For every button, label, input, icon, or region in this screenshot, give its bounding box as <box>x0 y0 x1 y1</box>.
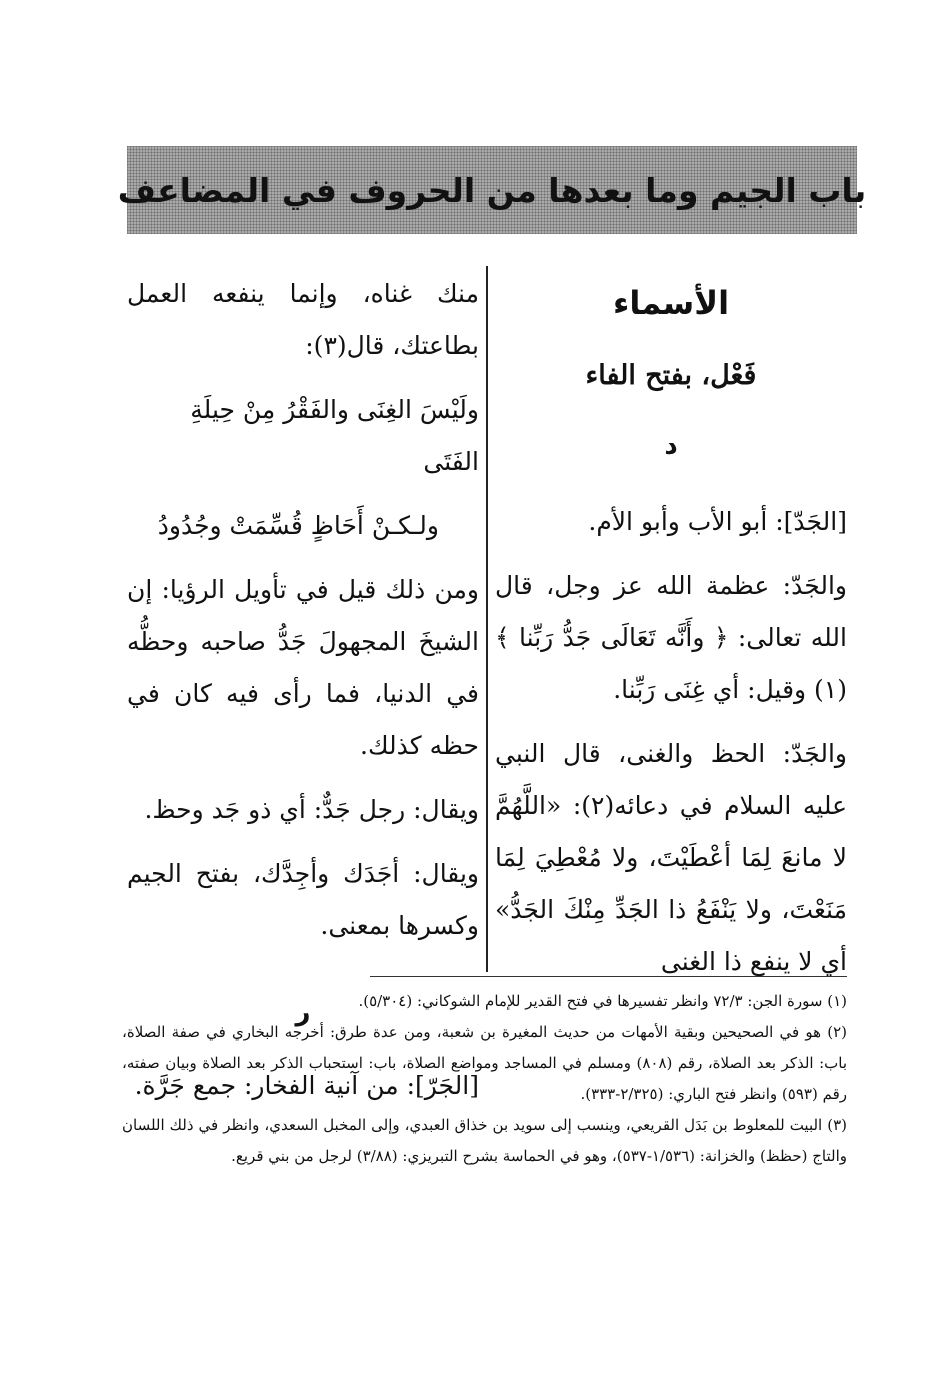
entry-paragraph: ويقال: أجَدَك وأجِدَّك، بفتح الجيم وكسرها بمعنى. <box>127 859 479 940</box>
entry-paragraph: والجَدّ: الحظ والغنى، قال النبي عليه السلام في دعائه(٢): «اللَّهُمَّ لا مانعَ لِمَا أعْطَيْتَ، ولا مُعْطِيَ لِمَا مَنَعْتَ، ولا يَنْفَعُ ذا الجَدِّ مِنْكَ الجَدُّ» أي لا ينفع ذا الغنى <box>495 739 848 976</box>
entry-paragraph: [الجَرّ]: من آنية الفخار: جمع جَرَّة. <box>134 1071 479 1100</box>
right-column <box>495 268 847 988</box>
footnote: (٣) البيت للمعلوط بن بَدَل القريعي، وينسب إلى سويد بن خذاق العبدي، وإلى المخبل السعدي، وانظر في ذلك اللسان والتاج (حظظ) والخزانة: (١/٥٣٦-٥٣٧)، وهو في الحماسة بشرح التبريزي: (٣/٨٨) لرجل من بني قريع. <box>122 1116 847 1165</box>
entry-paragraph: [الجَدّ]: أبو الأب وأبو الأم. <box>588 507 847 536</box>
entry-paragraph: ومن ذلك قيل في تأويل الرؤيا: إن الشيخَ المجهولَ جَدُّ صاحبه وحظُّه في الدنيا، فما رأى فيه كان في حظه كذلك. <box>127 575 479 760</box>
footnote-separator <box>370 976 847 977</box>
entry-paragraph: ويقال: رجل جَدٌّ: أي ذو جَد وحظ. <box>144 795 479 824</box>
entry-paragraph: والجَدّ: عظمة الله عز وجل، قال الله تعالى: ﴿ وأَنَّه تَعَالَى جَدُّ رَبِّنا ﴾(١) وقيل: أي غِنَى رَبِّنا. <box>495 571 847 704</box>
entry-paragraph: منك غناه، وإنما ينفعه العمل بطاعتك، قال(٣): <box>127 279 479 360</box>
footnote: (١) سورة الجن: ٧٢/٣ وانظر تفسيرها في فتح القدير للإمام الشوكاني: (٥/٣٠٤). <box>358 992 847 1010</box>
pattern-subtitle: فَعْل، بفتح الفاء <box>585 360 757 391</box>
letter-heading: ر <box>295 997 311 1027</box>
chapter-heading-banner <box>117 146 867 234</box>
section-title: الأسماء <box>612 284 730 322</box>
chapter-title: باب الجيم وما بعدها من الحروف في المضاعف <box>117 170 867 210</box>
footnotes <box>122 986 847 1172</box>
column-divider <box>486 266 488 972</box>
footnote: (٢) هو في الصحيحين وبقية الأمهات من حديث المغيرة بن شعبة، ومن عدة طرق: أخرجه البخاري في صفة الصلاة، باب: الذكر بعد الصلاة، رقم (٨٠٨) ومسلم في المساجد ومواضع الصلاة، باب: استحباب الذكر بعد الصلاة وبيان صفته، رقم (٥٩٣) وانظر فتح الباري: (٢/٣٢٥-٣٣٣). <box>122 1023 848 1103</box>
poem-verse-first: ولَيْسَ الغِنَى والفَقْرُ مِنْ حِيلَةِ الفَتَى <box>190 395 479 476</box>
poem-verse-second: ولـكـنْ أَحَاظٍ قُسِّمَتْ وجُدُودُ <box>157 511 439 540</box>
letter-heading: د <box>664 431 678 461</box>
